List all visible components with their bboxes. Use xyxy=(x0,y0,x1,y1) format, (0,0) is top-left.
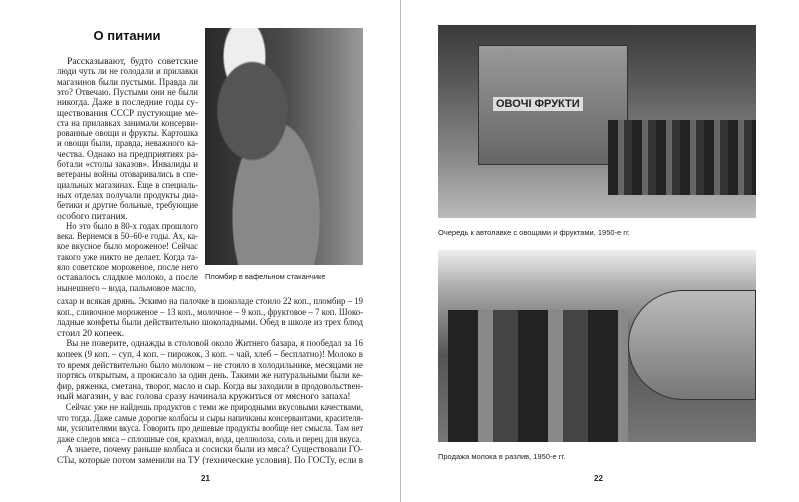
text-line: стоил 20 копеек. xyxy=(57,327,125,339)
van-sign: ОВОЧІ ФРУКТИ xyxy=(493,97,583,111)
page-number: 21 xyxy=(201,474,210,483)
text-line: яло советское мороженое, после него xyxy=(57,262,198,273)
text-line: Сейчас уже не найдешь продуктов с теми же природными вкусовыми качествами, xyxy=(65,402,363,413)
text-line: кое вкусное было мороженое! Сейчас xyxy=(57,241,198,253)
text-line: А знаете, почему раньше колбаса и сосиски были из мяса? Существовали ГО- xyxy=(66,444,364,456)
text-line: копеек (9 коп. – суп, 4 коп. – пирожок, 3 коп. – чай, хлеб – бесплатно)! Молоко в xyxy=(57,349,363,360)
text-line: ботали «столы заказов». Инвалиды и xyxy=(57,159,198,170)
text-line: люди чуть ли не голодали и прилавки xyxy=(57,66,198,78)
crowd xyxy=(608,120,756,195)
photo-caption: Очередь к автолавке с овощами и фруктами, 1950-е гг. xyxy=(438,228,630,237)
text-line: чества. Однако на предприятиях ра- xyxy=(57,148,198,160)
text-line: портясь открытым, а прокисало за один день. Такими же натуральными были ке- xyxy=(57,370,363,382)
photo-vegetable-van-queue xyxy=(438,25,756,218)
text-line: оставалось сладкое молоко, а после xyxy=(57,272,198,284)
photo-caption: Пломбир в вафельном стаканчике xyxy=(205,272,326,281)
text-line: то время действительно было молоком – не стояло в холодильнике, месяцами не xyxy=(57,359,363,371)
text-line: такого уже никто не делает. Когда та- xyxy=(57,251,198,263)
text-line: ста на прилавках занимали консерви- xyxy=(57,117,198,129)
text-line: ми, усилителями вкуса. Говорить про дешевые продукты вообще нет смысла. Там нет xyxy=(57,423,363,435)
text-line: рованные овощи и фрукты. Картошка xyxy=(57,128,198,140)
photo-caption: Продажа молока в разлив, 1950-е гг. xyxy=(438,452,566,461)
text-line: особого питания. xyxy=(57,210,128,222)
text-line: это? Отвечаю. Пустыми они не были xyxy=(57,86,198,98)
text-line: века. Вернемся в 50–60-е годы. Ах, ка- xyxy=(57,231,198,243)
text-line: магазинов были пустыми. Правда ли xyxy=(57,76,198,88)
text-line: бетики и другие больные, требующие xyxy=(57,200,198,212)
text-line: ный магазин, у вас голова сразу начинала кружиться от мясного запаха! xyxy=(57,391,351,403)
text-line: ладные конфеты были действительно шоколадными. Обед в школе из трех блюд xyxy=(57,317,363,329)
text-line: коп., сливочное мороженое – 13 коп., молочное – 9 коп., фруктовое – 7 коп. Шоко- xyxy=(57,306,363,318)
right-page xyxy=(401,0,799,502)
text-line: Вы не поверите, однажды в столовой около Житнего базара, я пообедал за 16 xyxy=(66,338,363,350)
text-line: СТы, которые потом заменили на ТУ (технические условия). По ГОСТу, если в xyxy=(57,455,363,466)
text-line: фир, ряженка, сметана, творог, масло и сыр. Когда вы заходили в продовольствен- xyxy=(57,380,363,392)
text-line: ветераны войны отоваривались в спе- xyxy=(57,169,198,181)
text-line: и овощи были, правда, неважного ка- xyxy=(57,138,198,150)
text-line: Рассказывают, будто советские xyxy=(67,56,198,67)
text-line: сахар и всякая дрянь. Эскимо на палочке в шоколаде стоило 22 коп., пломбир – 19 xyxy=(57,296,363,307)
text-line: циальных магазинах. Еще в специаль- xyxy=(57,179,198,191)
photo-milk-sale xyxy=(438,250,756,442)
text-line: что тогда. Даже самые дорогие колбасы и сыры напичканы консервантами, красителя- xyxy=(57,412,363,424)
chapter-title: О питании xyxy=(93,28,161,43)
text-line: ных отделах получали продукты диа- xyxy=(57,189,198,201)
text-line: никогда. Даже в последние годы су- xyxy=(57,97,198,109)
text-line: ществования СССР пустующие ме- xyxy=(57,107,198,119)
text-line: нынешнего – вода, пальмовое масло, xyxy=(57,282,197,294)
photo-girl-ice-cream xyxy=(205,28,363,265)
milk-tank xyxy=(628,290,756,400)
people xyxy=(448,310,628,442)
page-number: 22 xyxy=(594,474,603,483)
text-line: даже следов мяса – сплошные соя, крахмал, вода, целлюлоза, соль и перец для вкуса. xyxy=(57,433,362,445)
text-line: Но это было в 80-х годах прошлого xyxy=(66,220,198,232)
